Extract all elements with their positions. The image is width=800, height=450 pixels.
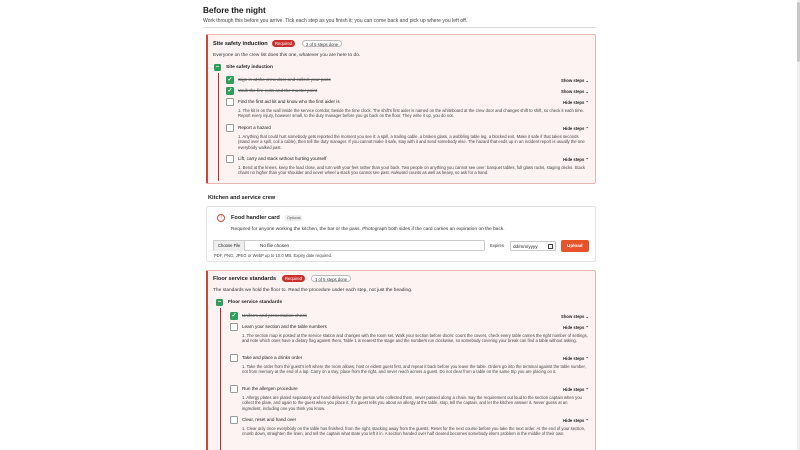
floor-service-card (206, 270, 596, 450)
date-placeholder: dd/mm/yyyy (513, 244, 538, 249)
food-card-title: Food handler card (231, 215, 280, 221)
group-toggle-checkbox[interactable]: – (217, 299, 222, 305)
hide-steps-button[interactable] (563, 126, 589, 131)
step-label: Walk the fire exits and the muster point (238, 88, 318, 93)
chevron-up-icon: ⌃ (585, 126, 589, 131)
hide-steps-button[interactable] (563, 356, 589, 361)
chevron-up-icon: ⌃ (585, 387, 589, 392)
step-checkbox[interactable]: ✓ (227, 88, 233, 94)
step-detail: 1. Bend at the knees, keep the load close, and turn with your feet rather than your back. Two people on anything you cannot see over: banquet tables, full glass racks, staging decks. Stack chairs no higher than your shoulder and never wheel a stack you cannot see past. Awkward counts as well as heavy, so ask for a hand. (238, 165, 586, 176)
chevron-up-icon: ⌃ (585, 418, 589, 423)
step-checkbox[interactable] (230, 385, 238, 393)
upload-button[interactable]: Upload (561, 240, 589, 252)
toggle-label: Hide steps (563, 418, 585, 423)
show-steps-button[interactable] (561, 314, 589, 319)
site-safety-description: Everyone on the crew list does this one, whatever you are here to do. (213, 53, 361, 58)
page-title: Before the night (203, 6, 266, 15)
chevron-up-icon: ⌃ (585, 325, 589, 330)
step-checkbox[interactable] (230, 416, 238, 424)
file-input[interactable] (213, 240, 485, 251)
toggle-label: Hide steps (563, 126, 585, 131)
required-badge: Required (282, 275, 305, 282)
show-steps-button[interactable] (561, 78, 589, 83)
show-steps-button[interactable] (561, 89, 589, 94)
step-label: Sign in at the crew door and collect your pass (238, 77, 331, 82)
toggle-label: Show steps (561, 314, 585, 319)
step-label: Learn your section and the table numbers (242, 324, 327, 329)
expires-label: Expires (490, 243, 504, 248)
group-line (218, 73, 219, 181)
file-hint: PDF, PNG, JPEG or WebP up to 10.0 MB. Expiry date required. (214, 253, 333, 258)
step-label: Run the allergen procedure (242, 386, 298, 391)
step-label: Lift, carry and stack without hurting yourself (238, 156, 327, 161)
toggle-label: Hide steps (563, 157, 585, 162)
chevron-down-icon: ⌄ (585, 314, 589, 319)
required-badge: Required (272, 40, 295, 47)
group-line (220, 308, 221, 450)
step-label: Clear, reset and hand over (242, 417, 297, 422)
chevron-down-icon: ⌄ (585, 89, 589, 94)
chevron-down-icon: ⌄ (585, 78, 589, 83)
file-name: No file chosen (260, 243, 290, 248)
progress-badge: 1 of 5 steps done (311, 275, 351, 282)
toggle-label: Show steps (561, 89, 585, 94)
page-intro: Work through this before you arrive. Tick each step as you finish it; you can come back and pick up where you left off. (203, 18, 468, 24)
toggle-label: Hide steps (563, 356, 585, 361)
site-safety-title: Site safety induction (213, 41, 268, 47)
hide-steps-button[interactable] (563, 325, 589, 330)
group-label: Site safety induction (226, 65, 273, 70)
chevron-up-icon: ⌃ (585, 157, 589, 162)
step-checkbox[interactable]: ✓ (231, 313, 237, 319)
floor-service-title: Floor service standards (213, 276, 277, 282)
hide-steps-button[interactable] (563, 387, 589, 392)
choose-file-button[interactable]: Choose File (214, 241, 245, 251)
step-checkbox[interactable] (226, 98, 234, 106)
step-checkbox[interactable] (226, 155, 234, 163)
calendar-icon[interactable] (548, 244, 553, 249)
expiry-date-input[interactable] (510, 241, 556, 251)
step-detail: 1. Allergy plates are plated separately and hand-delivered by the person who collected them, never passed along a chain. Say the requirement out loud to the section captain when you collect the plate, and again to the guest when you place it. If a guest tells you about an allergy at the table, stop, tell the captain, and let the kitchen answer it. Never guess at an ingredient, including one you think you know. (242, 395, 582, 411)
progress-badge: 2 of 5 steps done (302, 40, 342, 47)
step-detail: 1. Anything that could hurt somebody gets reported the moment you see it: a spill, a trailing cable, a broken glass, a wobbling table leg, a blocked exit. Make it safe if that takes seconds (stand over a spill, coil a cable), then tell the duty manager. If you cannot make it safe, stay with it and send somebody else. The hazard that ends up in an incident report is usually the one everybody walked past. (238, 134, 585, 150)
step-checkbox[interactable] (230, 323, 238, 331)
step-detail: 1. The kit is on the wall inside the service corridor, beside the time clock. The shift's first aider is named on the whiteboard at the crew door and changes shift to shift, so check it each time. Report every injury, however small, to the duty manager before you go back on the floor. They write it up, you do not. (238, 108, 585, 119)
group-label: Floor service standards (228, 300, 283, 305)
site-safety-card (206, 34, 596, 184)
step-detail: 1. Clear only once everybody on the table has finished, from the right, stacking away from the guests. Reset for the next course before you take the next order. At the end of your section, crumb down, straighten the linen, and tell the captain what state you left it in. A section handed over half cleared becomes somebody else's problem in the middle of their own. (242, 426, 586, 437)
hide-steps-button[interactable] (563, 418, 589, 423)
step-detail: 1. The section map is posted at the service station and changes with the room set. Walk your section before doors: count the covers, check every table carries the right number of settings, and note which ones have a dietary flag against them. Table 1 is nearest the stage and the numbers run clockwise, so somebody covering your break can find a table without asking. (242, 333, 588, 344)
step-label: Find the first aid kit and know who the first aider is (238, 99, 340, 104)
floor-service-description: The standards we hold the floor to. Read the procedure under each step, not just the heading. (213, 288, 413, 293)
step-label: Take and place a drinks order (242, 355, 303, 360)
upload-cloud-icon: ↑ (217, 214, 225, 222)
hide-steps-button[interactable] (563, 157, 589, 162)
toggle-label: Hide steps (563, 387, 585, 392)
hide-steps-button[interactable] (563, 100, 589, 105)
group-toggle-checkbox[interactable]: – (215, 64, 220, 70)
kitchen-heading: Kitchen and service crew (208, 195, 276, 201)
step-label: Report a hazard (238, 125, 271, 130)
step-checkbox[interactable] (226, 124, 234, 132)
step-checkbox[interactable] (230, 354, 238, 362)
toggle-label: Hide steps (563, 100, 585, 105)
step-label: Uniform and presentation check (242, 313, 307, 318)
food-card-description: Required for anyone working the kitchen, the bar or the pass. Photograph both sides if the card carries an expiration on the back. (231, 227, 505, 232)
toggle-label: Show steps (561, 78, 585, 83)
step-detail: 1. Take the order from the guest's left where the room allows, host or eldest guest first, and repeat it back before you leave the table. Orders go into the terminal against the table number, not from memory at the end of a lap. Carry on a tray, place from the right, and never reach across a guest. Do not clear from a table on the same trip you are placing on it. (242, 364, 586, 375)
chevron-up-icon: ⌃ (585, 100, 589, 105)
divider (203, 27, 596, 28)
step-checkbox[interactable]: ✓ (227, 77, 233, 83)
toggle-label: Hide steps (563, 325, 585, 330)
chevron-up-icon: ⌃ (585, 356, 589, 361)
optional-badge: Optional (287, 216, 301, 220)
